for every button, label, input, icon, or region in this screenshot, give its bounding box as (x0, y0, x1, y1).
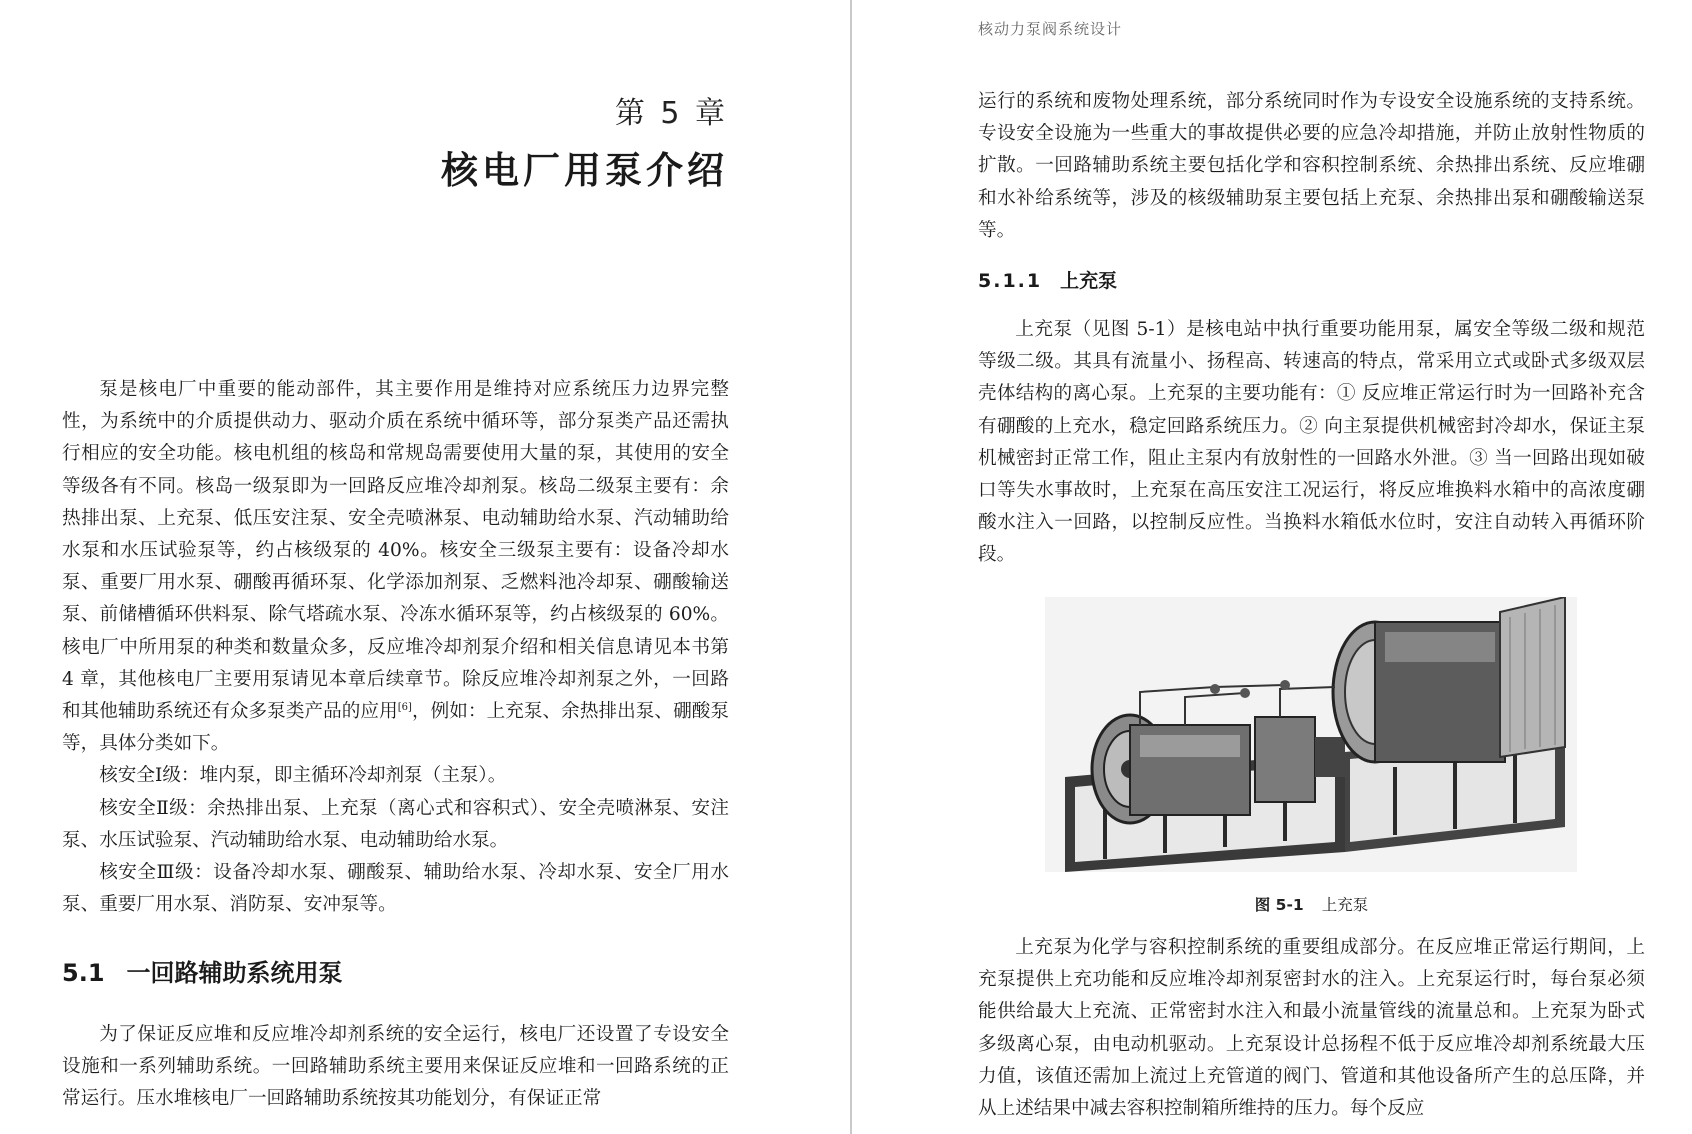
section-text (62, 1019, 729, 1116)
running-header: 核动力泵阀系统设计 (978, 20, 1123, 38)
subsection-title: 上充泵 (1060, 270, 1118, 292)
charging-pump-detail-paragraph: 上充泵为化学与容积控制系统的重要组成部分。在反应堆正常运行期间，上充泵提供上充功能和反应堆冷却剂泵密封水的注入。上充泵运行时，每台泵必须能供给最大上充流、正常密封水注入和最小流量管线的流量总和。上充泵为卧式多级离心泵，由电动机驱动。上充泵设计总扬程不低于反应堆冷却剂系统最大压力值，该值还需加上流过上充管道的阀门、管道和其他设备所产生的总压降，并从上述结果中减去容积控制箱所维持的压力。每个反应 (978, 937, 1645, 1120)
safety-class-1: 核安全Ⅰ级：堆内泵，即主循环冷却剂泵（主泵）。 (99, 765, 507, 787)
charging-pump-paragraph: 上充泵（见图 5-1）是核电站中执行重要功能用泵，属安全等级二级和规范等级二级。其具有流量小、扬程高、转速高的特点，常采用立式或卧式多级双层壳体结构的离心泵。上充泵的主要功能有：① 反应堆正常运行时为一回路补充含有硼酸的上充水，稳定回路系统压力。② 向主泵提供机械密封冷却水，保证主泵机械密封正常工作，阻止主泵内有放射性的一回路水外泄。③ 当一回路出现如破口等失水事故时，上充泵在高压安注工况运行，将反应堆换料水箱中的高浓度硼酸水注入一回路，以控制反应性。当换料水箱低水位时，安注自动转入再循环阶段。 (978, 319, 1645, 566)
charging-pump-detail-text (978, 932, 1645, 1125)
subsection-number: 5.1.1 (978, 270, 1043, 292)
section-title: 一回路辅助系统用泵 (126, 958, 343, 987)
intro-paragraph (62, 374, 729, 760)
chapter-title: 核电厂用泵介绍 (441, 149, 728, 192)
section-number: 5.1 (62, 959, 105, 987)
chapter-number: 第 5 章 (614, 96, 728, 131)
page-gutter (850, 0, 852, 1134)
intro-text-before-ref: 泵是核电厂中重要的能动部件，其主要作用是维持对应系统压力边界完整性，为系统中的介质提供动力、驱动介质在系统中循环等，部分泵类产品还需执行相应的安全功能。核电机组的核岛和常规岛需要使用大量的泵，其使用的安全等级各有不同。核岛一级泵即为一回路反应堆冷却剂泵。核岛二级泵主要有：余热排出泵、上充泵、低压安注泵、安全壳喷淋泵、电动辅助给水泵、汽动辅助给水泵和水压试验泵等，约占核级泵的 40%。核安全三级泵主要有：设备冷却水泵、重要厂用水泵、硼酸再循环泵、化学添加剂泵、乏燃料池冷却泵、硼酸输送泵、前储槽循环供料泵、除气塔疏水泵、冷冻水循环泵等，约占核级泵的 60%。核电厂中所用泵的种类和数量众多，反应堆冷却剂泵介绍和相关信息请见本书第 4 章，其他核电厂主要用泵请见本章后续章节。除反应堆冷却剂泵之外，一回路和其他辅助系统还有众多泵类产品的应用 (62, 379, 729, 723)
charging-pump-figure (1045, 597, 1577, 872)
section-paragraph: 为了保证反应堆和反应堆冷却剂系统的安全运行，核电厂还设置了专设安全设施和一系列辅助系统。一回路辅助系统主要用来保证反应堆和一回路系统的正常运行。压水堆核电厂一回路辅助系统按其功能划分，有保证正常 (62, 1024, 729, 1110)
intro-text-after-ref: ，例如：上充泵、余热排出泵、硼酸泵等，具体分类如下。 (62, 701, 729, 755)
safety-class-3: 核安全Ⅲ级：设备冷却水泵、硼酸泵、辅助给水泵、冷却水泵、安全厂用水泵、重要厂用水泵、消防泵、安冲泵等。 (62, 862, 729, 916)
figure-label: 图 5-1 (1254, 896, 1304, 914)
charging-pump-illustration (1045, 597, 1577, 872)
continuation-text (978, 86, 1645, 247)
section-heading (62, 953, 343, 988)
safety-class-2: 核安全Ⅱ级：余热排出泵、上充泵（离心式和容积式）、安全壳喷淋泵、安注泵、水压试验泵、汽动辅助给水泵、电动辅助给水泵。 (62, 797, 729, 851)
citation-ref[interactable]: [6] (397, 701, 412, 713)
continuation-paragraph: 运行的系统和废物处理系统，部分系统同时作为专设安全设施系统的支持系统。专设安全设施为一些重大的事故提供必要的应急冷却措施，并防止放射性物质的扩散。一回路辅助系统主要包括化学和容积控制系统、余热排出系统、反应堆硼和水补给系统等，涉及的核级辅助泵主要包括上充泵、余热排出泵和硼酸输送泵等。 (978, 91, 1645, 241)
figure-caption-text: 上充泵 (1321, 896, 1369, 914)
subsection-heading (978, 266, 1117, 293)
intro-text (62, 374, 729, 921)
charging-pump-text (978, 314, 1645, 572)
figure-caption (978, 893, 1645, 915)
